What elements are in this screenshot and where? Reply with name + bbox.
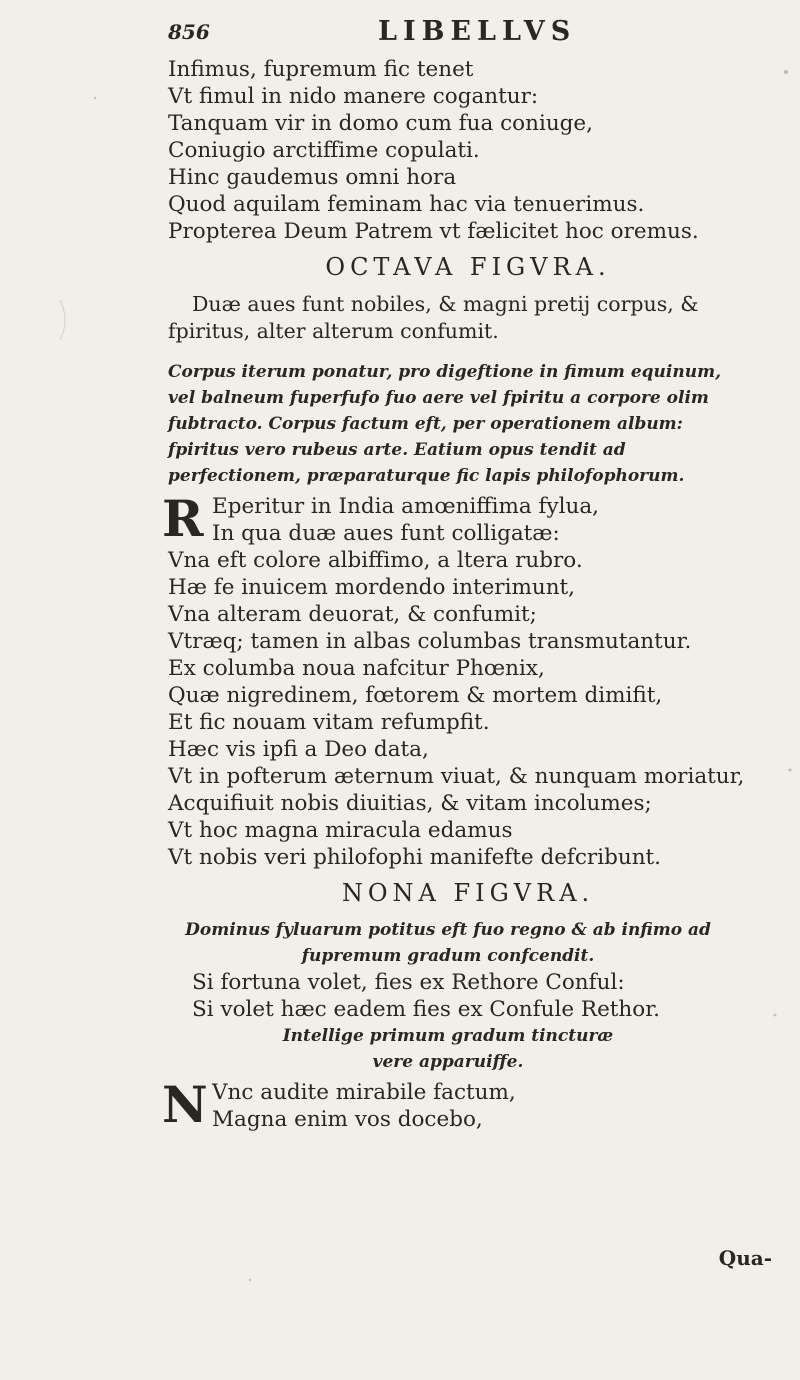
italic-line: fupremum gradum confcendit. bbox=[301, 946, 595, 966]
italic-line: Intellige primum gradum tincturæ bbox=[282, 1026, 614, 1046]
drop-cap: N bbox=[162, 1075, 208, 1134]
verse-line: Acquifiuit nobis diuitias, & vitam incolumes; bbox=[168, 791, 652, 816]
verse-line: Quæ nigredinem, fœtorem & mortem dimifit, bbox=[168, 683, 663, 708]
verse-block-1 bbox=[168, 56, 728, 245]
verse-line: Hinc gaudemus omni hora bbox=[168, 165, 457, 190]
running-head: LIBELLVS bbox=[378, 16, 577, 47]
verse-line: Hæc vis ipfi a Deo data, bbox=[168, 737, 429, 762]
verse-line: In qua duæ aues funt colligatæ: bbox=[212, 521, 560, 546]
verse-line: Quod aquilam feminam hac via tenuerimus. bbox=[168, 192, 645, 217]
verse-line: Tanquam vir in domo cum fua coniuge, bbox=[168, 111, 593, 136]
verse-line: Infimus, fupremum fic tenet bbox=[168, 57, 474, 82]
verse-line: Eperitur in India amœniffima fylua, bbox=[212, 494, 599, 519]
verse-line: Ex columba noua nafcitur Phœnix, bbox=[168, 656, 545, 681]
italic-commentary-octava: Corpus iterum ponatur, pro digeftione in fimum equinum, vel balneum fuperfufo fuo aere vel fpiritu a corpore olim fubtracto. Corpus factum eft, per operationem album: fpiritus vero rubeus arte. Eatium opus tendit ad perfectionem, præparaturque fic lapis philofophorum. bbox=[168, 362, 721, 486]
verse-line: Vt hoc magna miracula edamus bbox=[168, 818, 513, 843]
section-heading-octava: OCTAVA FIGVRA. bbox=[325, 253, 611, 281]
drop-cap: R bbox=[162, 489, 204, 548]
italic-commentary-nona-2 bbox=[168, 1023, 728, 1075]
verse-line: Et fic nouam vitam refumpfit. bbox=[168, 710, 490, 735]
prose-paragraph-octava: Duæ aues funt nobiles, & magni pretij corpus, & fpiritus, alter alterum confumit. bbox=[168, 292, 699, 343]
verse-line: Vt fimul in nido manere cogantur: bbox=[168, 84, 539, 109]
verse-line: Vt in pofterum æternum viuat, & nunquam moriatur, bbox=[168, 764, 745, 789]
verse-line: Hæ fe inuicem mordendo interimunt, bbox=[168, 575, 576, 600]
catchword: Qua- bbox=[718, 1246, 772, 1270]
verse-line: Vna eft colore albiffimo, a ltera rubro. bbox=[168, 548, 583, 573]
page-number: 856 bbox=[168, 20, 210, 44]
verse-line: Vtræq; tamen in albas columbas transmutantur. bbox=[168, 629, 692, 654]
verse-line: Coniugio arctiffime copulati. bbox=[168, 138, 480, 163]
italic-line: Dominus fyluarum potitus eft fuo regno & ab infimo ad bbox=[185, 920, 711, 940]
page-body bbox=[162, 56, 745, 1134]
section-heading-nona: NONA FIGVRA. bbox=[341, 879, 595, 907]
page-header bbox=[0, 14, 800, 54]
verse-line: Vna alteram deuorat, & confumit; bbox=[168, 602, 537, 627]
verse-line: Propterea Deum Patrem vt fælicitet hoc oremus. bbox=[168, 219, 699, 244]
verse-line: Si volet hæc eadem fies ex Confule Rethor. bbox=[192, 997, 660, 1022]
italic-line: vere apparuiffe. bbox=[372, 1052, 524, 1072]
verse-block-2 bbox=[162, 489, 745, 871]
verse-line: Vnc audite mirabile factum, bbox=[212, 1080, 516, 1105]
verse-block-4 bbox=[162, 1075, 728, 1134]
verse-block-3 bbox=[168, 969, 728, 1023]
verse-line: Vt nobis veri philofophi manifefte defcribunt. bbox=[168, 845, 662, 870]
italic-commentary-nona bbox=[168, 917, 728, 969]
verse-line: Si fortuna volet, fies ex Rethore Conful: bbox=[192, 970, 625, 995]
verse-line: Magna enim vos docebo, bbox=[212, 1107, 483, 1132]
